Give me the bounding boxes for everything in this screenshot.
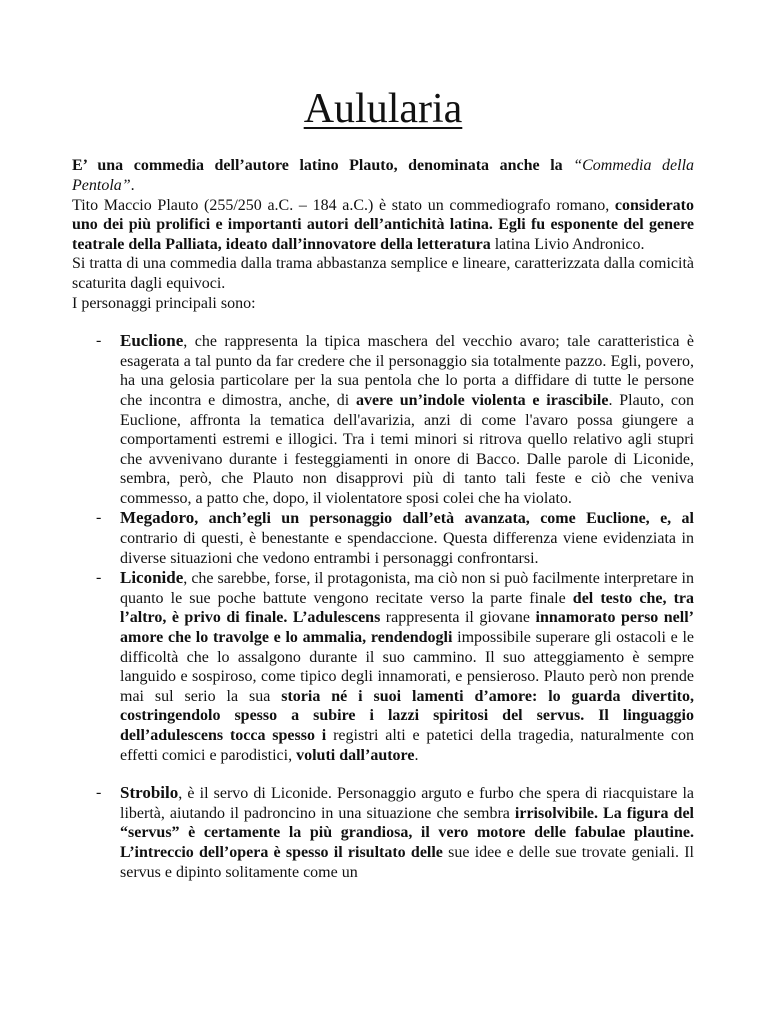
list-bullet: -	[96, 509, 102, 527]
text-run: E’ una commedia dell’autore latino Plauto, denominata anche la	[72, 157, 574, 175]
list-bullet: -	[96, 569, 102, 587]
text-run: Si tratta di una commedia dalla trama abbastanza semplice e lineare, caratterizzata dalla comicità scaturita dagli equivoci.	[72, 255, 694, 292]
text-run: .	[414, 746, 419, 764]
text-run: “Commedia della Pentola”	[72, 157, 695, 194]
character-name: Euclione	[120, 331, 184, 351]
text-run: . Plauto, con Euclione, affronta la tematica dell'avarizia, anzi di come l'avaro possa giungere a comportamenti estremi e illogici. Tra i temi minori si ritrova quello relativo agli stupri che avvenivano durante i festeggiamenti in onore di Bacco. Dalle parole di Liconide, sembra, però, che Plauto non disapprovi più di tanto tali feste e ciò che veniva commesso, a patto che, dopo, il violentatore sposi colei che ha violato.	[120, 391, 694, 507]
character-item	[72, 508, 694, 568]
list-bullet: -	[96, 332, 102, 350]
intro-paragraph	[72, 196, 694, 255]
text-run: del testo che, tra l’altro, è privo di finale. L’adulescens	[120, 589, 694, 627]
text-run: registri alti e patetici della tragedia, naturalmente con effetti comici e parodistici,	[120, 727, 694, 764]
text-run: considerato uno dei più prolifici e importanti autori dell’antichità latina. Egli fu esponente del genere teatrale della Palliata, ideato dall’innovatore della letteratura	[72, 196, 694, 253]
text-run: contrario di questi, è benestante e spendaccione. Questa differenza viene evidenziata in diverse situazioni che vedono entrambi i personaggi confrontarsi.	[120, 530, 694, 567]
character-item	[72, 331, 694, 508]
intro-paragraph	[72, 294, 694, 314]
text-run: avere un’indole violenta e irascibile	[356, 391, 609, 409]
text-run: , che sarebbe, forse, il protagonista, ma ciò non si può facilmente interpretare in quanto le sue poche battute vengono recitate verso la parte finale	[120, 570, 694, 607]
text-run: , è il servo di Liconide. Personaggio arguto e furbo che spera di riacquistare la libertà, aiutando il padroncino in una situazione che sembra	[120, 785, 694, 822]
document-title: Aulularia	[303, 86, 463, 132]
intro-paragraph	[72, 156, 694, 195]
text-run: , che rappresenta la tipica maschera del vecchio avaro; tale caratteristica è esagerata a tal punto da far credere che il personaggio sia totalmente pazzo. Egli, povero, ha una gelosia particolare per la sua pentola che lo porta a diffidare di tutte le persone che incontra e dimostra, anche, di	[120, 333, 694, 409]
text-run: sue idee e delle sue trovate geniali. Il servus e dipinto solitamente come un	[120, 843, 695, 881]
character-item	[72, 568, 694, 765]
text-run: irrisolvibile. La figura del “servus” è certamente la più grandiosa, il vero motore delle fabulae plautine. L’intreccio dell’opera è spesso il risultato delle	[120, 804, 694, 861]
text-run: I personaggi principali sono:	[72, 294, 256, 312]
characters-list	[72, 331, 694, 882]
character-description	[120, 333, 694, 507]
character-name: Strobilo	[120, 783, 179, 803]
character-description	[120, 510, 694, 566]
character-name: Megadoro	[120, 508, 195, 528]
character-name: Liconide	[120, 568, 184, 588]
intro-paragraph	[72, 254, 694, 293]
character-item	[72, 783, 694, 882]
text-run: .	[130, 176, 135, 194]
text-run: Tito Maccio Plauto (255/250 a.C. – 184 a.C.) è stato un commediografo romano,	[72, 196, 615, 214]
text-run: innamorato perso nell’ amore che lo travolge e lo ammalia, rendendogli	[120, 609, 695, 647]
text-run: rappresenta il giovane	[380, 609, 536, 627]
list-bullet: -	[96, 784, 102, 802]
text-run: latina Livio Andronico.	[490, 235, 645, 253]
text-run: impossibile superare gli ostacoli e le difficoltà che lo assalgono durante il suo cammino. Il suo atteggiamento è sempre languido e sospiroso, come tipico degli innamorati, e pensieroso. Plauto però non prende mai sul serio la sua	[120, 629, 694, 705]
character-description	[120, 785, 694, 880]
character-description	[120, 570, 694, 763]
text-run: storia né i suoi lamenti d’amore: lo guarda divertito, costringendolo spesso a subire i lazzi spiritosi del servus. Il linguaggio dell’adulescens tocca spesso i	[120, 687, 695, 745]
text-run: , anch’egli un personaggio dall’età avanzata, come Euclione, e, al	[194, 510, 694, 528]
intro-section	[72, 156, 694, 313]
text-run: voluti dall’autore	[296, 746, 415, 764]
document-page	[72, 84, 694, 882]
